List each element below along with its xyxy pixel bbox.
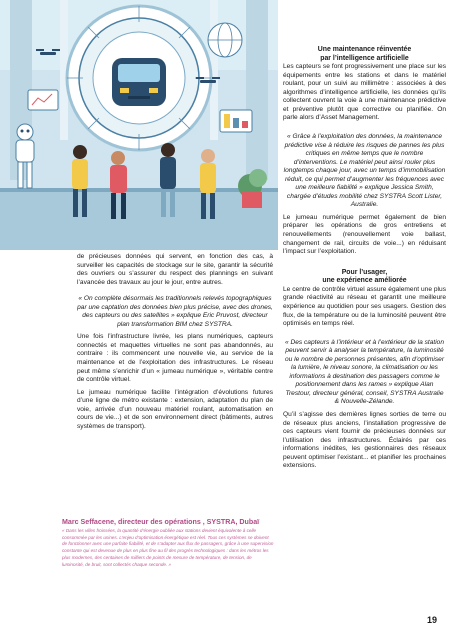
- paragraph: Le jumeau numérique facilite l’intégration d’évolutions futures d’une ligne de métro existante : extension, adaptation du plan de voie, arrivée d’un nouveau matériel roulant, automatisation en cours de vie...) et de son environnement direct (bâtiments, autres systèmes de transport).: [77, 388, 273, 430]
- heading-line: Une maintenance réinventée: [317, 46, 412, 53]
- quote: « Grâce à l’exploitation des données, la maintenance prédictive vise à réduire les risques de pannes les plus critiques en même temps que le nombre d’interventions. Le matériel peut ainsi rouler plus longtemps chaque jour, avec un temps d’immobilisation réduit, ce qui permet d’augmenter les fréquences avec une meilleure fiabilité » explique Jessica Smith, chargée d’études mobilité chez SYSTRA Scott Lister, Australie.: [283, 133, 446, 209]
- quote: « Des capteurs à l’intérieur et à l’extérieur de la station peuvent servir à analyser la température, la luminosité ou le nombre de personnes présentes, afin d’optimiser la lumière, le niveau sonore, la climatisation ou les informations à destination des passagers comme le positionnement dans les rames » explique Alan Trestour, directeur général, conseil, SYSTRA Australie & Nouvelle-Zélande.: [284, 338, 445, 406]
- section-heading: [283, 269, 446, 286]
- paragraph: Les capteurs se font progressivement une place sur les équipements entre les stations et dans le matériel roulant, pour un suivi au millimètre : associées à des algorithmes d’intelligence artificielle, les données qu’ils collectent ouvrent la voie à une maintenance prédictive et préventive plutôt que corrective ou planifiée. On parle alors d’Asset Management.: [283, 63, 446, 122]
- section-heading: [283, 46, 446, 63]
- train-icon: [112, 58, 166, 106]
- caption-title: Marc Seffacene, directeur des opérations , SYSTRA, Dubaï: [62, 518, 260, 526]
- paragraph: Le jumeau numérique permet également de bien préparer les opérations de gros entretiens et renouvellements (renouvellement voie ballast, changement de rail, circuits de voie...) en réduisant l’impact sur l’exploitation.: [283, 213, 446, 256]
- right-column: [283, 46, 446, 471]
- quote: « On complète désormais les traditionnels relevés topographiques par une captation des données bien plus précise, avec des drones, des capteurs ou des satellites » explique Eric Pruvost, directeur plan transformation BIM chez SYSTRA.: [77, 295, 273, 328]
- paragraph: Qu’il s’agisse des dernières lignes sorties de terre ou de réseaux plus anciens, l’installation progressive de ces capteurs vient fournir de précieuses données sur l’utilisation des infrastructures. Éclairés par ces informations inédites, les gestionnaires des réseaux peuvent optimiser l’existant... et planifier les prochaines extensions.: [283, 410, 446, 470]
- left-column: [77, 253, 273, 431]
- paragraph: Le centre de contrôle virtuel assure également une plus grande réactivité au réseau et garantit une meilleure expérience au quotidien pour ses usagers. Gestion des flux, de la température ou de la luminosité peuvent être optimisés en temps réel.: [283, 285, 446, 328]
- caption-body: « Dans les villes froissées, la quantité d’énergie oubliée aux stations devient équivalente à celle consommée par les usines. L’enjeu d’optimisation énergétique est réel. Tous ces systèmes se doivent de fonctionner avec une parfaite fiabilité, et de s’adapter aux flux de passagers, grâce à une supervision constante qui est devenue de plus en plus fine au fil des progrès technologiques : dans les métros les plus modernes, des centaines de milliers de points de mesure de température, de tension, de luminosité, de bruit, sont collectés chaque seconde. »: [62, 528, 274, 567]
- sidebar-caption: [62, 518, 274, 568]
- paragraph: de précieuses données qui servent, en fonction des cas, à surveiller les capacités de stockage sur le site, garantir la sécurité des ouvriers ou s’assurer du respect des plannings en suivant l’avancée des travaux au jour le jour, entre autres.: [77, 253, 273, 286]
- paragraph: Une fois l’infrastructure livrée, les plans numériques, capteurs connectés et maquettes virtuelles ne sont pas abandonnés, au contraire : ils commencent une nouvelle vie, au service de la maintenance et de l’exploitation des infrastructures. Le réseau peut même s’enrichir d’un « jumeau numérique », véritable centre de contrôle virtuel.: [77, 333, 273, 384]
- heading-line: une expérience améliorée: [322, 277, 407, 285]
- header-illustration: [0, 0, 278, 250]
- page-number: 19: [427, 615, 438, 625]
- globe-icon: [208, 23, 242, 57]
- metro-control-illustration: [0, 0, 278, 250]
- heading-line: par l’intelligence artificielle: [320, 54, 409, 62]
- heading-line: Pour l’usager,: [341, 268, 388, 276]
